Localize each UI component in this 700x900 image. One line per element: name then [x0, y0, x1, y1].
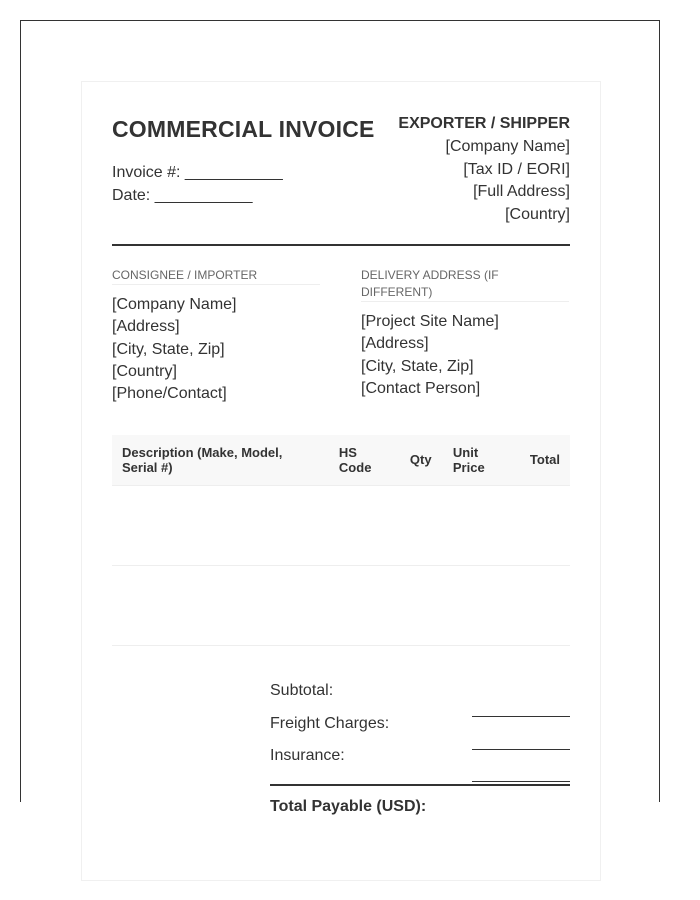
exporter-tax-id: [Tax ID / EORI] [463, 160, 570, 178]
table-row [112, 565, 570, 645]
subtotal-row [270, 678, 570, 711]
insurance-label: Insurance: [270, 747, 345, 764]
invoice-sheet [81, 81, 601, 881]
table-cell [520, 565, 570, 645]
totals-divider [270, 784, 570, 786]
table-cell [400, 485, 443, 565]
consignee-address: [Address] [112, 318, 180, 336]
subtotal-label: Subtotal: [270, 682, 334, 699]
total-payable-label: Total Payable (USD): [270, 798, 427, 815]
delivery-address: [Address] [361, 335, 429, 353]
exporter-heading: EXPORTER / SHIPPER [398, 115, 570, 132]
delivery-block [361, 267, 569, 400]
page-frame [20, 20, 660, 815]
consignee-country: [Country] [112, 362, 177, 380]
consignee-block [112, 267, 320, 405]
line-items-table [112, 435, 570, 646]
column-header-description: Description (Make, Model, Serial #) [112, 435, 329, 485]
table-cell [112, 565, 329, 645]
delivery-contact: [Contact Person] [361, 379, 481, 397]
column-header-qty: Qty [400, 435, 443, 485]
table-cell [329, 565, 400, 645]
table-cell [443, 485, 520, 565]
delivery-site: [Project Site Name] [361, 313, 499, 330]
exporter-company: [Company Name] [445, 138, 570, 155]
table-cell [112, 485, 329, 565]
table-header-row [112, 435, 570, 485]
header-divider [112, 244, 570, 246]
table-cell [520, 485, 570, 565]
consignee-contact: [Phone/Contact] [112, 385, 227, 403]
consignee-city: [City, State, Zip] [112, 340, 225, 358]
consignee-label: CONSIGNEE / IMPORTER [112, 267, 320, 285]
column-header-unit-price: Unit Price [443, 435, 520, 485]
invoice-date-field: Date: ___________ [112, 187, 253, 204]
insurance-row [270, 743, 570, 776]
table-cell [329, 485, 400, 565]
insurance-blank-line [472, 761, 570, 782]
freight-row [270, 711, 570, 744]
document-title: COMMERCIAL INVOICE [112, 116, 375, 142]
exporter-country: [Country] [505, 205, 570, 223]
column-header-total: Total [520, 435, 570, 485]
table-row [112, 485, 570, 565]
invoice-number-field: Invoice #: ___________ [112, 164, 283, 181]
totals-block [270, 678, 570, 776]
consignee-company: [Company Name] [112, 296, 237, 313]
table-cell [400, 565, 443, 645]
exporter-block [398, 114, 570, 226]
delivery-label: DELIVERY ADDRESS (IF DIFFERENT) [361, 267, 569, 302]
column-header-hs-code: HS Code [329, 435, 400, 485]
delivery-city: [City, State, Zip] [361, 357, 474, 375]
freight-label: Freight Charges: [270, 714, 390, 732]
table-cell [443, 565, 520, 645]
exporter-address: [Full Address] [473, 183, 570, 200]
